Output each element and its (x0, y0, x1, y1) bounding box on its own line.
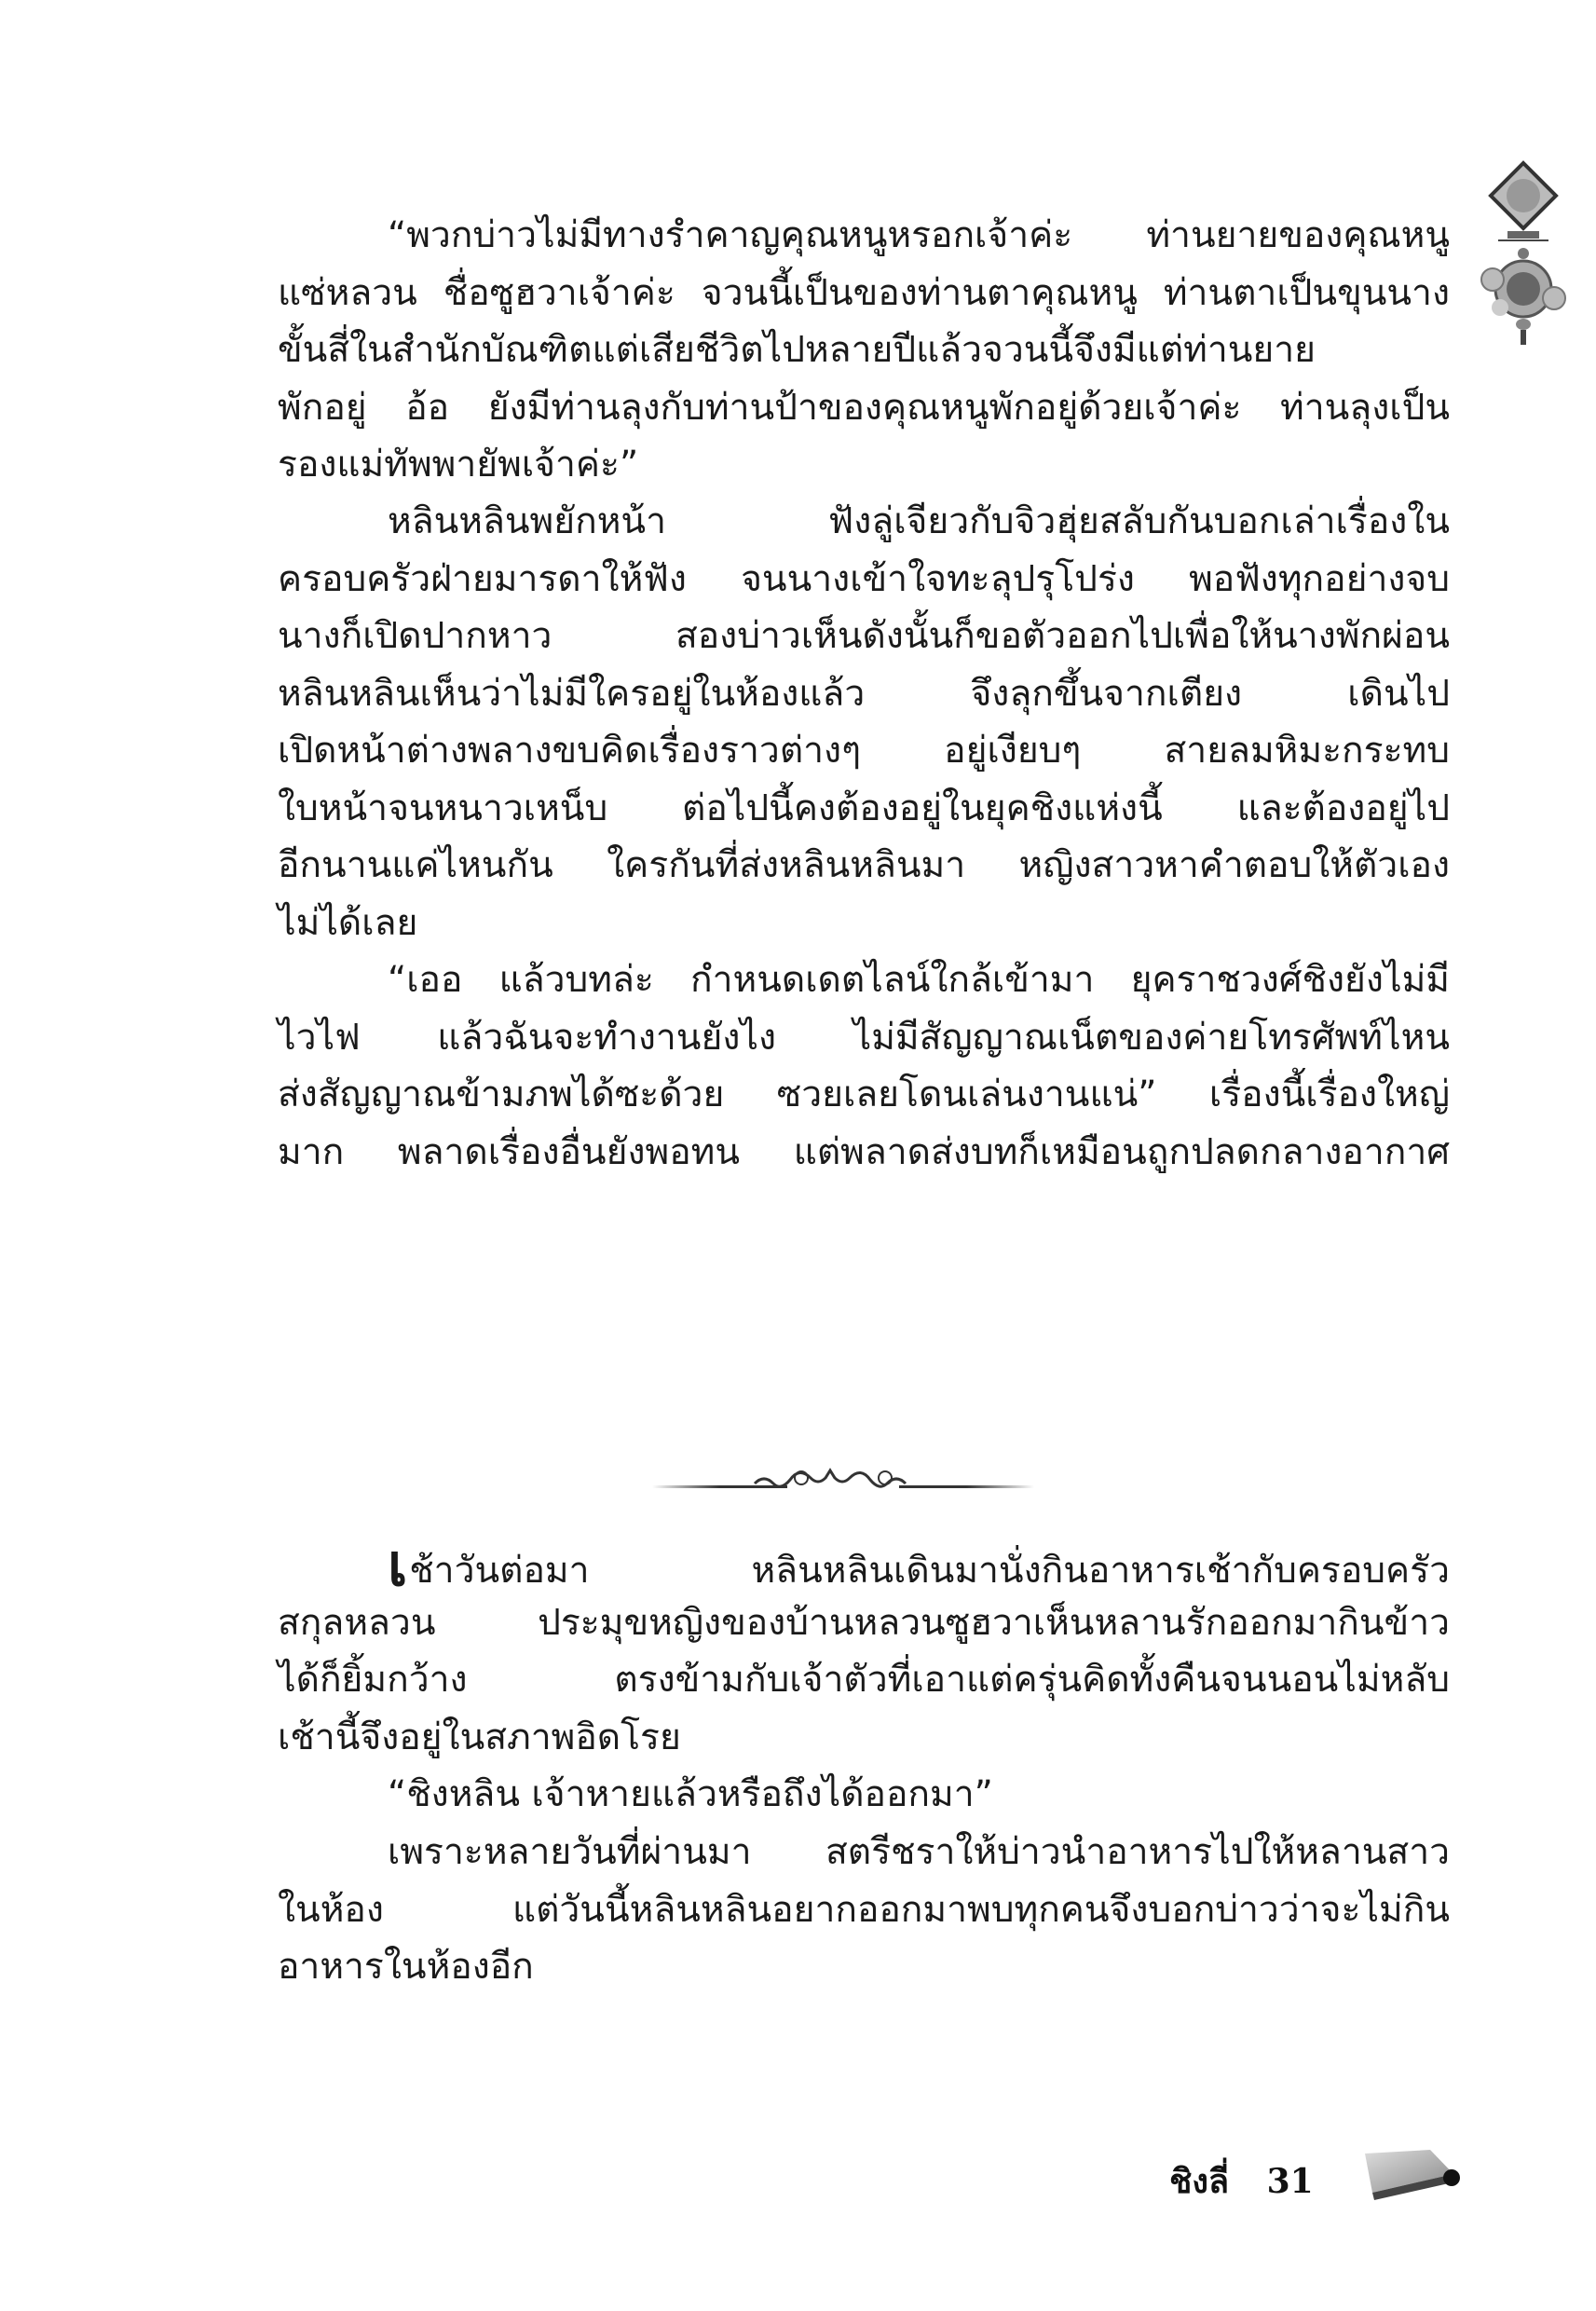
text-line: “พวกบ่าวไม่มีทางรำคาญคุณหนูหรอกเจ้าค่ะ ท่านยายของคุณหนู (388, 214, 1450, 256)
text-line: เปิดหน้าต่างพลางขบคิดเรื่องราวต่างๆ อยู่เงียบๆ สายลมหิมะกระทบ (278, 730, 1450, 772)
text-line: นางก็เปิดปากหาว สองบ่าวเห็นดังนั้นก็ขอตัวออกไปเพื่อให้นางพักผ่อน (278, 615, 1450, 657)
text-line: “ชิงหลิน เจ้าหายแล้วหรือถึงได้ออกมา” (388, 1773, 993, 1815)
text-line: ไวไฟ แล้วฉันจะทำงานยังไง ไม่มีสัญญาณเน็ตของค่ายโทรศัพท์ไหน (278, 1016, 1450, 1059)
rolled-scroll-icon (1356, 2146, 1467, 2202)
paragraph-4 (278, 1531, 1450, 1766)
text-line: ใบหน้าจนหนาวเหน็บ ต่อไปนี้คงต้องอยู่ในยุคชิงแห่งนี้ และต้องอยู่ไป (278, 786, 1450, 829)
text-line: ได้ก็ยิ้มกว้าง ตรงข้ามกับเจ้าตัวที่เอาแต่ครุ่นคิดทั้งคืนจนนอนไม่หลับ (278, 1659, 1450, 1701)
text-line: ครอบครัวฝ่ายมารดาให้ฟัง จนนางเข้าใจทะลุปรุโปร่ง พอฟังทุกอย่างจบ (278, 557, 1450, 600)
text-line: มาก พลาดเรื่องอื่นยังพอทน แต่พลาดส่งบทก็เหมือนถูกปลดกลางอากาศ (278, 1130, 1450, 1173)
text-line: สกุลหลวน ประมุขหญิงของบ้านหลวนซูฮวาเห็นหลานรักออกมากินข้าว (278, 1601, 1450, 1644)
text-line: พักอยู่ อ้อ ยังมีท่านลุงกับท่านป้าของคุณหนูพักอยู่ด้วยเจ้าค่ะ ท่านลุงเป็น (278, 386, 1450, 429)
text-line-content: ช้าวันต่อมา หลินหลินเดินมานั่งกินอาหารเช้ากับครอบครัว (409, 1550, 1450, 1592)
text-line: แซ่หลวน ชื่อซูฮวาเจ้าค่ะ จวนนี้เป็นของท่านตาคุณหนู ท่านตาเป็นขุนนาง (278, 271, 1450, 314)
text-line (278, 1531, 1450, 1599)
text-line: ส่งสัญญาณข้ามภพได้ซะด้วย ซวยเลยโดนเล่นงานแน่” เรื่องนี้เรื่องใหญ่ (278, 1073, 1450, 1115)
text-line: “เออ แล้วบทล่ะ กำหนดเดตไลน์ใกล้เข้ามา ยุคราชวงศ์ชิงยังไม่มี (388, 959, 1450, 1001)
text-line: อีกนานแค่ไหนกัน ใครกันที่ส่งหลินหลินมา หญิงสาวหาคำตอบให้ตัวเอง (278, 844, 1450, 886)
text-line: อาหารในห้องอีก (278, 1946, 534, 1988)
paragraph-1 (278, 207, 1450, 494)
text-line: ไม่ได้เลย (278, 901, 418, 944)
section-divider-icon (652, 1465, 1034, 1495)
drop-cap: เ (388, 1531, 408, 1599)
paragraph-3 (278, 951, 1450, 1181)
paragraph-2 (278, 493, 1450, 951)
paragraph-5 (278, 1766, 1450, 1824)
text-line: รองแม่ทัพพายัพเจ้าค่ะ” (278, 444, 639, 485)
chinese-knot-ornament-icon (1472, 158, 1575, 345)
text-line: เช้านี้จึงอยู่ในสภาพอิดโรย (278, 1716, 681, 1758)
text-line: เพราะหลายวันที่ผ่านมา สตรีชราให้บ่าวนำอาหารไปให้หลานสาว (388, 1831, 1450, 1873)
paragraph-6 (278, 1824, 1450, 1996)
page-footer (1169, 2154, 1314, 2208)
page-number: 31 (1266, 2162, 1314, 2201)
text-line: หลินหลินพยักหน้า ฟังลู่เจียวกับจิวฮุ่ยสลับกันบอกเล่าเรื่องใน (388, 500, 1450, 542)
text-line: หลินหลินเห็นว่าไม่มีใครอยู่ในห้องแล้ว จึงลุกขึ้นจากเตียง เดินไป (278, 672, 1450, 715)
text-line: ขั้นสี่ในสำนักบัณฑิตแต่เสียชีวิตไปหลายปีแล้วจวนนี้จึงมีแต่ท่านยาย (278, 329, 1316, 371)
book-title: ชิงลี่ (1169, 2162, 1230, 2201)
text-line: ในห้อง แต่วันนี้หลินหลินอยากออกมาพบทุกคนจึงบอกบ่าวว่าจะไม่กิน (278, 1888, 1450, 1931)
